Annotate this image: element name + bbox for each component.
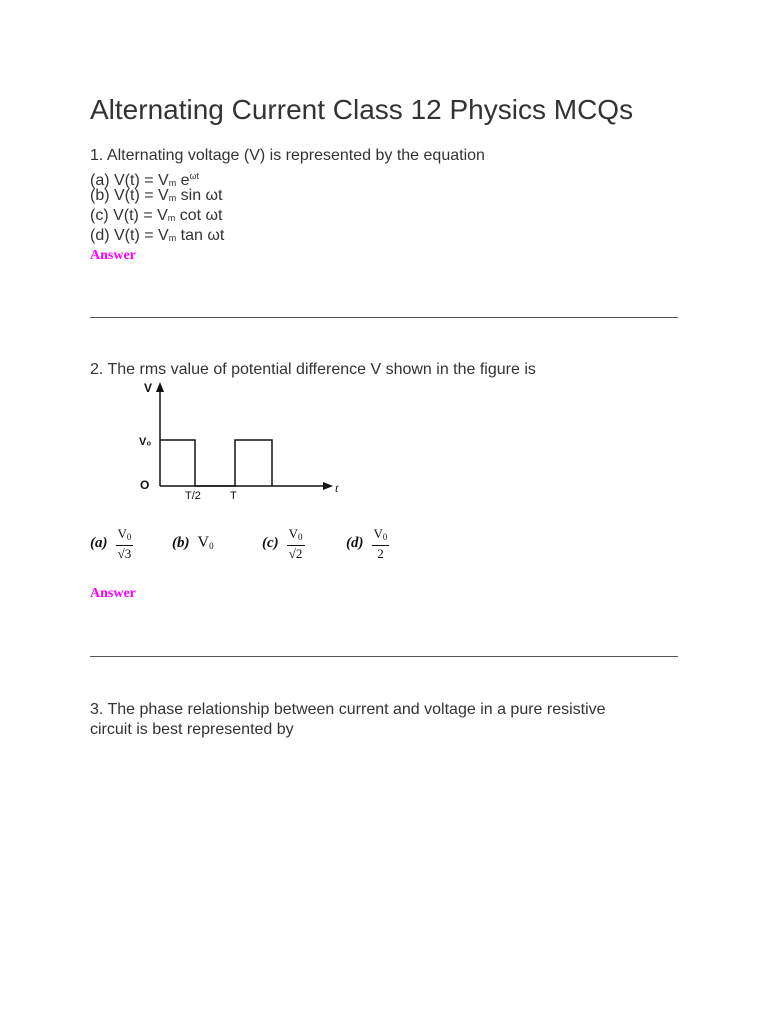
level-label: V₀ <box>139 436 152 448</box>
question-3 <box>90 700 606 740</box>
question-2 <box>90 360 536 380</box>
answer-toggle-2[interactable]: Answer <box>90 586 136 601</box>
question-1 <box>90 146 485 246</box>
question-1-text: 1. Alternating voltage (V) is represented by the equation <box>90 147 485 164</box>
answer-toggle-1[interactable]: Answer <box>90 248 136 263</box>
y-axis-arrow <box>156 382 164 392</box>
question-1-option-d: (d) V(t) = Vm tan ωt <box>90 227 225 244</box>
page-title: Alternating Current Class 12 Physics MCQs <box>90 94 634 125</box>
question-2-option-b: (b) V0 <box>172 534 214 551</box>
x-axis-label: t <box>335 481 339 495</box>
tick-label-half-period: T/2 <box>185 490 201 500</box>
y-axis-label: V <box>144 381 153 395</box>
question-1-option-c: (c) V(t) = Vm cot ωt <box>90 207 223 224</box>
question-1-option-a: (a) V(t) = Vm $e^{\omega t}$ <box>90 171 200 189</box>
square-wave <box>160 440 272 486</box>
question-2-option-a: (a) $\frac{V0}{√3}$ <box>90 525 132 561</box>
divider <box>90 656 678 657</box>
question-1-option-b: (b) V(t) = Vm sin ωt <box>90 187 223 204</box>
origin-label: O <box>140 478 150 492</box>
fraction: $\frac{V0}{2}$ <box>373 525 388 561</box>
question-3-text-line-2: circuit is best represented by <box>90 721 294 738</box>
divider <box>90 317 678 318</box>
question-2-option-d: (d) $\frac{V0}{2}$ <box>346 525 388 561</box>
fraction: $\frac{V0}{√2}$ <box>288 525 303 561</box>
question-2-text: 2. The rms value of potential difference V shown in the figure is <box>90 361 536 378</box>
question-2-options <box>90 522 410 564</box>
fraction: $\frac{V0}{√3}$ <box>117 525 132 561</box>
question-3-text-line-1: 3. The phase relationship between current and voltage in a pure resistive <box>90 701 606 718</box>
x-axis-arrow <box>323 482 333 490</box>
tick-label-period: T <box>230 490 237 500</box>
question-2-option-c: (c) $\frac{V0}{√2}$ <box>262 525 303 561</box>
square-wave-figure <box>135 380 345 500</box>
